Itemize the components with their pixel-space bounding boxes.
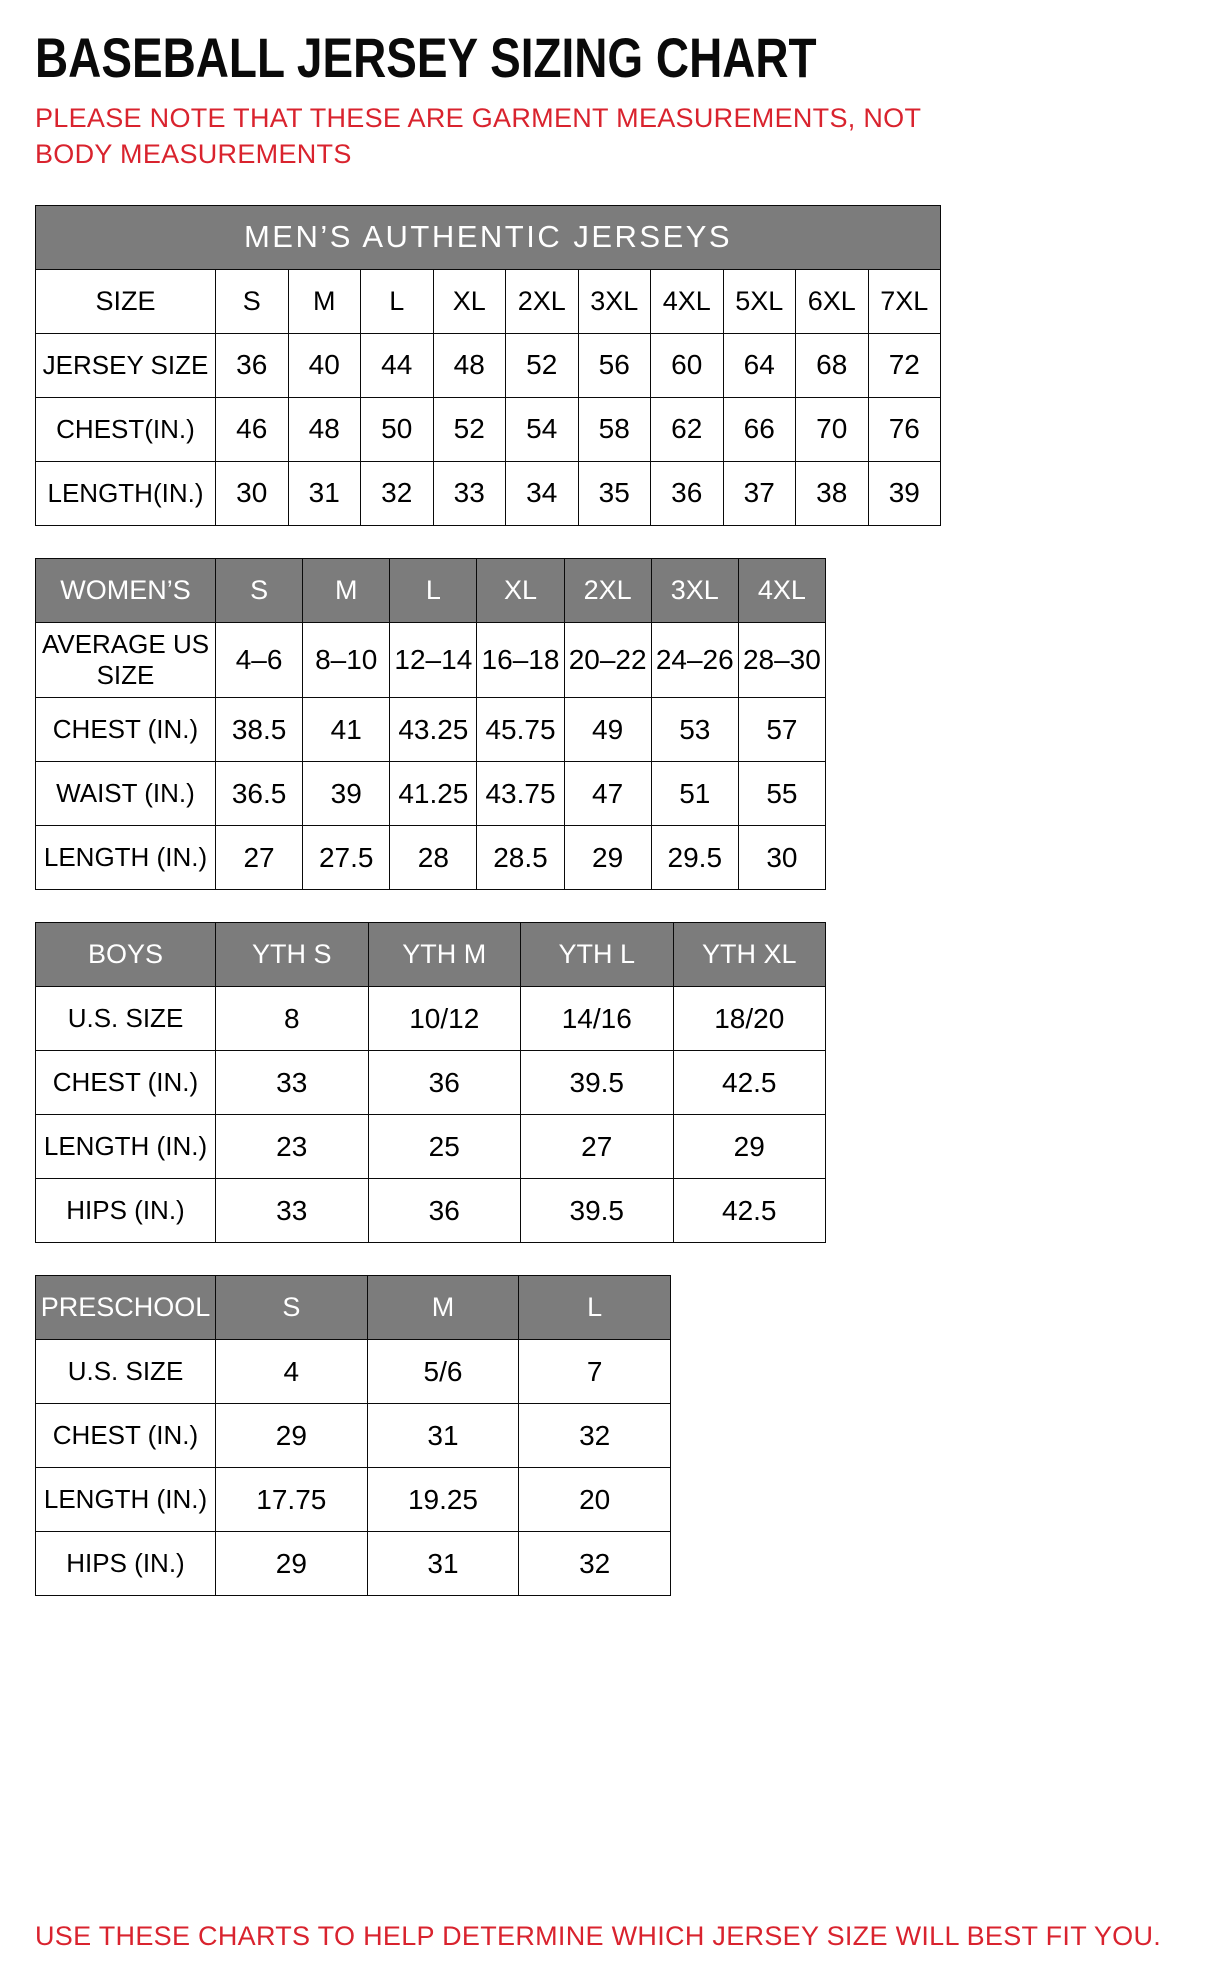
- size-value: 29.5: [651, 826, 738, 890]
- table-row: [36, 622, 826, 697]
- row-label: CHEST (IN.): [36, 1404, 216, 1468]
- row-label: AVERAGE US SIZE: [36, 622, 216, 697]
- size-value: 8–10: [303, 622, 390, 697]
- size-value: 39: [868, 461, 941, 525]
- size-value: 27.5: [303, 826, 390, 890]
- row-label: HIPS (IN.): [36, 1532, 216, 1596]
- row-label: LENGTH (IN.): [36, 1468, 216, 1532]
- size-value: 36: [216, 333, 289, 397]
- column-header: 4XL: [738, 558, 825, 622]
- size-value: 31: [367, 1404, 519, 1468]
- mens-authentic-jerseys-table: [35, 205, 941, 526]
- size-value: 56: [578, 333, 651, 397]
- column-header: YTH M: [368, 923, 521, 987]
- size-value: 27: [216, 826, 303, 890]
- preschool-table: [35, 1275, 671, 1596]
- size-value: 17.75: [216, 1468, 368, 1532]
- size-value: 4: [216, 1340, 368, 1404]
- size-value: 14/16: [521, 987, 674, 1051]
- table-header-row: [36, 1276, 671, 1340]
- womens-table: [35, 558, 826, 890]
- size-value: 4–6: [216, 622, 303, 697]
- table-row: [36, 1179, 826, 1243]
- column-header: YTH S: [216, 923, 369, 987]
- size-value: 35: [578, 461, 651, 525]
- size-value: 30: [738, 826, 825, 890]
- size-value: 70: [796, 397, 869, 461]
- size-value: 23: [216, 1115, 369, 1179]
- table-header-row: [36, 558, 826, 622]
- size-value: 7: [519, 1340, 671, 1404]
- size-value: 50: [361, 397, 434, 461]
- size-value: 39.5: [521, 1179, 674, 1243]
- column-header: M: [303, 558, 390, 622]
- size-value: 53: [651, 698, 738, 762]
- size-value: 51: [651, 762, 738, 826]
- column-header: M: [367, 1276, 519, 1340]
- size-value: 64: [723, 333, 796, 397]
- size-value: 41.25: [390, 762, 477, 826]
- footer-note: USE THESE CHARTS TO HELP DETERMINE WHICH JERSEY SIZE WILL BEST FIT YOU.: [35, 1921, 1162, 1951]
- size-value: 55: [738, 762, 825, 826]
- row-label: U.S. SIZE: [36, 1340, 216, 1404]
- column-header: 7XL: [868, 269, 941, 333]
- table-row: [36, 1468, 671, 1532]
- size-value: 32: [519, 1404, 671, 1468]
- column-header: XL: [433, 269, 506, 333]
- size-value: 32: [519, 1532, 671, 1596]
- row-label: CHEST (IN.): [36, 698, 216, 762]
- size-value: 28–30: [738, 622, 825, 697]
- table-row: [36, 1404, 671, 1468]
- size-value: 33: [216, 1051, 369, 1115]
- size-value: 54: [506, 397, 579, 461]
- size-value: 76: [868, 397, 941, 461]
- size-value: 48: [433, 333, 506, 397]
- column-header: L: [361, 269, 434, 333]
- table-title: MEN’S AUTHENTIC JERSEYS: [36, 205, 941, 269]
- column-header: S: [216, 1276, 368, 1340]
- table-row: [36, 461, 941, 525]
- size-value: 28: [390, 826, 477, 890]
- column-header: 5XL: [723, 269, 796, 333]
- column-header: 3XL: [578, 269, 651, 333]
- table-header-row: [36, 923, 826, 987]
- size-value: 33: [216, 1179, 369, 1243]
- size-value: 34: [506, 461, 579, 525]
- size-value: 32: [361, 461, 434, 525]
- column-header: 4XL: [651, 269, 724, 333]
- size-value: 38: [796, 461, 869, 525]
- column-header: YTH L: [521, 923, 674, 987]
- size-value: 36: [651, 461, 724, 525]
- size-value: 52: [506, 333, 579, 397]
- size-value: 36.5: [216, 762, 303, 826]
- size-value: 33: [433, 461, 506, 525]
- table-row: [36, 397, 941, 461]
- size-value: 31: [288, 461, 361, 525]
- size-value: 27: [521, 1115, 674, 1179]
- size-value: 20–22: [564, 622, 651, 697]
- size-value: 36: [368, 1051, 521, 1115]
- boys-table: [35, 922, 826, 1243]
- size-value: 38.5: [216, 698, 303, 762]
- column-header: 2XL: [506, 269, 579, 333]
- size-value: 48: [288, 397, 361, 461]
- size-value: 72: [868, 333, 941, 397]
- header-label: SIZE: [36, 269, 216, 333]
- size-value: 57: [738, 698, 825, 762]
- size-value: 16–18: [477, 622, 564, 697]
- table-row: [36, 1532, 671, 1596]
- size-value: 60: [651, 333, 724, 397]
- size-value: 39: [303, 762, 390, 826]
- table-row: [36, 1115, 826, 1179]
- size-value: 42.5: [673, 1179, 826, 1243]
- size-value: 37: [723, 461, 796, 525]
- column-header: L: [519, 1276, 671, 1340]
- size-value: 44: [361, 333, 434, 397]
- size-value: 28.5: [477, 826, 564, 890]
- row-label: LENGTH(IN.): [36, 461, 216, 525]
- table-row: [36, 826, 826, 890]
- size-value: 39.5: [521, 1051, 674, 1115]
- size-value: 40: [288, 333, 361, 397]
- size-value: 43.25: [390, 698, 477, 762]
- column-header: 3XL: [651, 558, 738, 622]
- table-row: [36, 762, 826, 826]
- table-row: [36, 1051, 826, 1115]
- column-header: 6XL: [796, 269, 869, 333]
- table-title-row: [36, 205, 941, 269]
- row-label: CHEST (IN.): [36, 1051, 216, 1115]
- row-label: U.S. SIZE: [36, 987, 216, 1051]
- size-value: 49: [564, 698, 651, 762]
- garment-measurements-note: PLEASE NOTE THAT THESE ARE GARMENT MEASUREMENTS, NOT BODY MEASUREMENTS: [35, 103, 921, 170]
- size-value: 68: [796, 333, 869, 397]
- size-value: 29: [216, 1532, 368, 1596]
- size-value: 12–14: [390, 622, 477, 697]
- size-value: 8: [216, 987, 369, 1051]
- size-value: 20: [519, 1468, 671, 1532]
- column-header: 2XL: [564, 558, 651, 622]
- table-header-row: [36, 269, 941, 333]
- row-label: HIPS (IN.): [36, 1179, 216, 1243]
- size-value: 36: [368, 1179, 521, 1243]
- size-value: 46: [216, 397, 289, 461]
- size-value: 5/6: [367, 1340, 519, 1404]
- size-value: 29: [564, 826, 651, 890]
- size-value: 62: [651, 397, 724, 461]
- size-value: 18/20: [673, 987, 826, 1051]
- size-value: 29: [216, 1404, 368, 1468]
- row-label: LENGTH (IN.): [36, 826, 216, 890]
- column-header: S: [216, 558, 303, 622]
- size-value: 24–26: [651, 622, 738, 697]
- size-value: 10/12: [368, 987, 521, 1051]
- table-row: [36, 333, 941, 397]
- size-value: 43.75: [477, 762, 564, 826]
- column-header: XL: [477, 558, 564, 622]
- size-value: 45.75: [477, 698, 564, 762]
- table-row: [36, 698, 826, 762]
- table-row: [36, 987, 826, 1051]
- column-header: S: [216, 269, 289, 333]
- size-value: 52: [433, 397, 506, 461]
- size-value: 30: [216, 461, 289, 525]
- column-header: L: [390, 558, 477, 622]
- size-value: 25: [368, 1115, 521, 1179]
- header-label: WOMEN’S: [36, 558, 216, 622]
- row-label: WAIST (IN.): [36, 762, 216, 826]
- header-label: PRESCHOOL: [36, 1276, 216, 1340]
- size-value: 41: [303, 698, 390, 762]
- size-value: 66: [723, 397, 796, 461]
- size-value: 19.25: [367, 1468, 519, 1532]
- row-label: JERSEY SIZE: [36, 333, 216, 397]
- size-value: 42.5: [673, 1051, 826, 1115]
- row-label: LENGTH (IN.): [36, 1115, 216, 1179]
- row-label: CHEST(IN.): [36, 397, 216, 461]
- column-header: YTH XL: [673, 923, 826, 987]
- size-value: 58: [578, 397, 651, 461]
- page-title: BASEBALL JERSEY SIZING CHART: [35, 26, 817, 89]
- tables-container: [35, 173, 1185, 1596]
- size-value: 47: [564, 762, 651, 826]
- table-row: [36, 1340, 671, 1404]
- size-value: 31: [367, 1532, 519, 1596]
- column-header: M: [288, 269, 361, 333]
- header-label: BOYS: [36, 923, 216, 987]
- size-value: 29: [673, 1115, 826, 1179]
